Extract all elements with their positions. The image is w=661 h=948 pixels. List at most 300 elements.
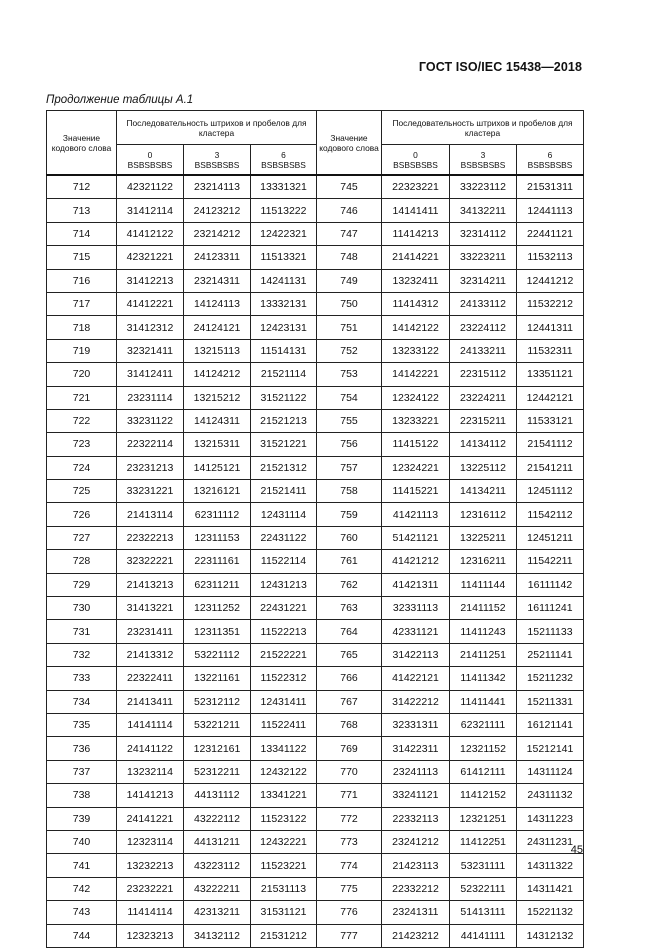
table-row: [47, 386, 584, 409]
cluster-header-left-6: [251, 145, 317, 176]
document-header: ГОСТ ISO/IEC 15438—2018: [418, 60, 582, 74]
codeword-value: 734: [47, 690, 117, 713]
codeword-table: [46, 110, 584, 948]
cluster-6-value: 31531121: [251, 901, 317, 924]
codeword-value: 729: [47, 573, 117, 596]
cluster-6-value: 21541211: [517, 456, 584, 479]
codeword-value: 743: [47, 901, 117, 924]
table-row: [47, 175, 584, 199]
cluster-0-value: 14142122: [382, 316, 450, 339]
cluster-3-value: 21411251: [450, 643, 517, 666]
cluster-0-value: 11414114: [117, 901, 184, 924]
cluster-6-value: 31521122: [251, 386, 317, 409]
cluster-6-value: 12422321: [251, 222, 317, 245]
codeword-value: 744: [47, 924, 117, 947]
cluster-6-value: 21531311: [517, 175, 584, 199]
cluster-number: 6: [281, 149, 286, 160]
cluster-number: 0: [413, 149, 418, 160]
cluster-6-value: 12432122: [251, 760, 317, 783]
cluster-6-value: 21522221: [251, 643, 317, 666]
cluster-3-value: 12321251: [450, 807, 517, 830]
codeword-value: 750: [317, 292, 382, 315]
cluster-3-value: 43223112: [184, 854, 251, 877]
cluster-0-value: 22323221: [382, 175, 450, 199]
cluster-0-value: 13232411: [382, 269, 450, 292]
cluster-0-value: 31412312: [117, 316, 184, 339]
cluster-3-value: 53221112: [184, 643, 251, 666]
cluster-3-value: 24133211: [450, 339, 517, 362]
cluster-3-value: 24133112: [450, 292, 517, 315]
cluster-6-value: 21531113: [251, 877, 317, 900]
table-row: [47, 363, 584, 386]
table-row: [47, 526, 584, 549]
table-row: [47, 316, 584, 339]
cluster-0-value: 23241311: [382, 901, 450, 924]
cluster-6-value: 13341122: [251, 737, 317, 760]
table-row: [47, 807, 584, 830]
codeword-value: 770: [317, 760, 382, 783]
cluster-6-value: 12431114: [251, 503, 317, 526]
cluster-0-value: 14142221: [382, 363, 450, 386]
table-row: [47, 830, 584, 853]
cluster-header-right-0: [382, 145, 450, 176]
cluster-0-value: 14141213: [117, 784, 184, 807]
cluster-0-value: 21423113: [382, 854, 450, 877]
cluster-6-value: 11513321: [251, 246, 317, 269]
table-row: [47, 199, 584, 222]
codeword-value: 768: [317, 713, 382, 736]
cluster-3-value: 51413111: [450, 901, 517, 924]
cluster-0-value: 21423212: [382, 924, 450, 947]
cluster-6-value: 21521114: [251, 363, 317, 386]
cluster-3-value: 23214311: [184, 269, 251, 292]
table-row: [47, 292, 584, 315]
cluster-3-value: 11411342: [450, 667, 517, 690]
codeword-value: 761: [317, 550, 382, 573]
codeword-value: 753: [317, 363, 382, 386]
cluster-0-value: 41412221: [117, 292, 184, 315]
cluster-6-value: 11523221: [251, 854, 317, 877]
cluster-0-value: 13233221: [382, 409, 450, 432]
cluster-6-value: 16121141: [517, 713, 584, 736]
cluster-6-value: 21521411: [251, 480, 317, 503]
codeword-value: 772: [317, 807, 382, 830]
cluster-6-value: 24311231: [517, 830, 584, 853]
cluster-3-value: 14134211: [450, 480, 517, 503]
cluster-number: 3: [214, 149, 220, 160]
table-row: [47, 222, 584, 245]
cluster-6-value: 12431213: [251, 573, 317, 596]
cluster-header-right-3: [450, 145, 517, 176]
cluster-3-value: 43222211: [184, 877, 251, 900]
table-row: [47, 854, 584, 877]
codeword-value: 773: [317, 830, 382, 853]
cluster-0-value: 22322411: [117, 667, 184, 690]
codeword-value: 775: [317, 877, 382, 900]
codeword-value: 713: [47, 199, 117, 222]
cluster-0-value: 11415122: [382, 433, 450, 456]
cluster-0-value: 21413411: [117, 690, 184, 713]
cluster-3-value: 52312112: [184, 690, 251, 713]
cluster-6-value: 12442121: [517, 386, 584, 409]
cluster-0-value: 24141221: [117, 807, 184, 830]
codeword-value: 725: [47, 480, 117, 503]
codeword-value: 763: [317, 597, 382, 620]
codeword-value: 727: [47, 526, 117, 549]
codeword-value: 777: [317, 924, 382, 947]
cluster-0-value: 33241121: [382, 784, 450, 807]
table-row: [47, 409, 584, 432]
codeword-value: 769: [317, 737, 382, 760]
cluster-pattern: BSBSBSBS: [261, 159, 306, 170]
cluster-3-value: 53221211: [184, 713, 251, 736]
cluster-3-value: 32314211: [450, 269, 517, 292]
cluster-6-value: 22431221: [251, 597, 317, 620]
cluster-0-value: 32331311: [382, 713, 450, 736]
table-row: [47, 737, 584, 760]
cluster-3-value: 13225211: [450, 526, 517, 549]
cluster-3-value: 34132211: [450, 199, 517, 222]
cluster-3-value: 13215113: [184, 339, 251, 362]
cluster-0-value: 23231114: [117, 386, 184, 409]
cluster-3-value: 52312211: [184, 760, 251, 783]
cluster-3-value: 22315112: [450, 363, 517, 386]
header-sequence-left: Последовательность штрихов и пробелов для кластера: [117, 111, 317, 145]
cluster-3-value: 14124311: [184, 409, 251, 432]
cluster-0-value: 32321411: [117, 339, 184, 362]
codeword-value: 746: [317, 199, 382, 222]
cluster-3-value: 13216121: [184, 480, 251, 503]
cluster-6-value: 14241131: [251, 269, 317, 292]
codeword-value: 736: [47, 737, 117, 760]
cluster-0-value: 31422311: [382, 737, 450, 760]
cluster-6-value: 11542112: [517, 503, 584, 526]
cluster-3-value: 61412111: [450, 760, 517, 783]
cluster-6-value: 15211331: [517, 690, 584, 713]
cluster-6-value: 21531212: [251, 924, 317, 947]
codeword-value: 764: [317, 620, 382, 643]
table-row: [47, 339, 584, 362]
header-sequence-right: Последовательность штрихов и пробелов для кластера: [382, 111, 584, 145]
cluster-3-value: 24123212: [184, 199, 251, 222]
cluster-6-value: 11514131: [251, 339, 317, 362]
codeword-value: 733: [47, 667, 117, 690]
table-row: [47, 456, 584, 479]
cluster-6-value: 11542211: [517, 550, 584, 573]
table-row: [47, 597, 584, 620]
cluster-0-value: 14141114: [117, 713, 184, 736]
codeword-value: 754: [317, 386, 382, 409]
cluster-3-value: 22315211: [450, 409, 517, 432]
table-row: [47, 269, 584, 292]
table-row: [47, 784, 584, 807]
cluster-6-value: 13341221: [251, 784, 317, 807]
cluster-6-value: 11532212: [517, 292, 584, 315]
cluster-0-value: 21413213: [117, 573, 184, 596]
cluster-0-value: 12324221: [382, 456, 450, 479]
cluster-6-value: 14311223: [517, 807, 584, 830]
cluster-0-value: 32331113: [382, 597, 450, 620]
codeword-value: 760: [317, 526, 382, 549]
page-number: 45: [570, 844, 583, 856]
codeword-value: 726: [47, 503, 117, 526]
codeword-value: 719: [47, 339, 117, 362]
cluster-0-value: 42331121: [382, 620, 450, 643]
cluster-3-value: 33223112: [450, 175, 517, 199]
cluster-6-value: 11532113: [517, 246, 584, 269]
cluster-0-value: 21414221: [382, 246, 450, 269]
codeword-value: 738: [47, 784, 117, 807]
cluster-number: 3: [480, 149, 486, 160]
cluster-3-value: 24124121: [184, 316, 251, 339]
codeword-value: 774: [317, 854, 382, 877]
cluster-3-value: 53231111: [450, 854, 517, 877]
cluster-6-value: 15211232: [517, 667, 584, 690]
cluster-3-value: 12321152: [450, 737, 517, 760]
codeword-value: 767: [317, 690, 382, 713]
cluster-6-value: 21521312: [251, 456, 317, 479]
codeword-value: 728: [47, 550, 117, 573]
codeword-value: 721: [47, 386, 117, 409]
cluster-6-value: 13351121: [517, 363, 584, 386]
cluster-6-value: 11522114: [251, 550, 317, 573]
cluster-0-value: 13232213: [117, 854, 184, 877]
table-row: [47, 433, 584, 456]
cluster-number: 0: [147, 149, 153, 160]
cluster-3-value: 22311161: [184, 550, 251, 573]
cluster-3-value: 23224112: [450, 316, 517, 339]
table-row: [47, 620, 584, 643]
cluster-0-value: 12323213: [117, 924, 184, 947]
cluster-0-value: 23241212: [382, 830, 450, 853]
cluster-0-value: 22322213: [117, 526, 184, 549]
codeword-value: 715: [47, 246, 117, 269]
cluster-6-value: 25211141: [517, 643, 584, 666]
table-row: [47, 690, 584, 713]
cluster-3-value: 12311351: [184, 620, 251, 643]
cluster-6-value: 11522411: [251, 713, 317, 736]
cluster-3-value: 62321111: [450, 713, 517, 736]
table-row: [47, 480, 584, 503]
cluster-3-value: 12316211: [450, 550, 517, 573]
cluster-3-value: 44131211: [184, 830, 251, 853]
cluster-0-value: 11415221: [382, 480, 450, 503]
table-row: [47, 901, 584, 924]
cluster-3-value: 14124212: [184, 363, 251, 386]
codeword-value: 771: [317, 784, 382, 807]
cluster-3-value: 14125121: [184, 456, 251, 479]
table-row: [47, 246, 584, 269]
cluster-0-value: 41412122: [117, 222, 184, 245]
cluster-3-value: 11411441: [450, 690, 517, 713]
cluster-0-value: 31412411: [117, 363, 184, 386]
cluster-0-value: 23232221: [117, 877, 184, 900]
cluster-pattern: BSBSBSBS: [194, 159, 240, 170]
cluster-0-value: 41422121: [382, 667, 450, 690]
cluster-0-value: 31412213: [117, 269, 184, 292]
codeword-value: 717: [47, 292, 117, 315]
cluster-0-value: 51421121: [382, 526, 450, 549]
cluster-3-value: 24123311: [184, 246, 251, 269]
cluster-0-value: 14141411: [382, 199, 450, 222]
cluster-3-value: 34132112: [184, 924, 251, 947]
codeword-value: 762: [317, 573, 382, 596]
codeword-value: 722: [47, 409, 117, 432]
cluster-0-value: 22322114: [117, 433, 184, 456]
codeword-value: 741: [47, 854, 117, 877]
table-row: [47, 573, 584, 596]
cluster-header-right-6: [517, 145, 584, 176]
codeword-value: 757: [317, 456, 382, 479]
codeword-value: 751: [317, 316, 382, 339]
codeword-value: 742: [47, 877, 117, 900]
codeword-value: 755: [317, 409, 382, 432]
cluster-3-value: 44131112: [184, 784, 251, 807]
codeword-value: 752: [317, 339, 382, 362]
cluster-0-value: 21413312: [117, 643, 184, 666]
cluster-3-value: 21411152: [450, 597, 517, 620]
cluster-3-value: 44141111: [450, 924, 517, 947]
cluster-0-value: 23241113: [382, 760, 450, 783]
cluster-3-value: 12311252: [184, 597, 251, 620]
codeword-value: 724: [47, 456, 117, 479]
codeword-value: 748: [317, 246, 382, 269]
cluster-6-value: 11533121: [517, 409, 584, 432]
codeword-value: 737: [47, 760, 117, 783]
cluster-6-value: 11522312: [251, 667, 317, 690]
table-row: [47, 550, 584, 573]
cluster-6-value: 14312132: [517, 924, 584, 947]
cluster-3-value: 62311211: [184, 573, 251, 596]
cluster-3-value: 11412251: [450, 830, 517, 853]
cluster-6-value: 16111142: [517, 573, 584, 596]
cluster-pattern: BSBSBSBS: [393, 159, 438, 170]
cluster-0-value: 22332113: [382, 807, 450, 830]
codeword-value: 735: [47, 713, 117, 736]
cluster-number: 6: [547, 149, 553, 160]
codeword-value: 740: [47, 830, 117, 853]
cluster-0-value: 24141122: [117, 737, 184, 760]
table-row: [47, 643, 584, 666]
cluster-6-value: 22441121: [517, 222, 584, 245]
cluster-6-value: 12431411: [251, 690, 317, 713]
table-caption: Продолжение таблицы А.1: [46, 94, 194, 106]
cluster-6-value: 21521213: [251, 409, 317, 432]
cluster-3-value: 14124113: [184, 292, 251, 315]
cluster-6-value: 14311322: [517, 854, 584, 877]
cluster-6-value: 22431122: [251, 526, 317, 549]
codeword-value: 749: [317, 269, 382, 292]
codeword-value: 765: [317, 643, 382, 666]
codeword-value: 745: [317, 175, 382, 199]
cluster-6-value: 21541112: [517, 433, 584, 456]
cluster-6-value: 31521221: [251, 433, 317, 456]
cluster-6-value: 15212141: [517, 737, 584, 760]
codeword-value: 716: [47, 269, 117, 292]
cluster-0-value: 32322221: [117, 550, 184, 573]
cluster-6-value: 16111241: [517, 597, 584, 620]
cluster-6-value: 13331321: [251, 175, 317, 199]
cluster-6-value: 12441212: [517, 269, 584, 292]
cluster-0-value: 21413114: [117, 503, 184, 526]
cluster-0-value: 11414213: [382, 222, 450, 245]
codeword-value: 720: [47, 363, 117, 386]
codeword-value: 718: [47, 316, 117, 339]
cluster-6-value: 11513222: [251, 199, 317, 222]
cluster-3-value: 13225112: [450, 456, 517, 479]
cluster-pattern: BSBSBSBS: [127, 159, 173, 170]
cluster-0-value: 33231122: [117, 409, 184, 432]
cluster-0-value: 31412114: [117, 199, 184, 222]
cluster-pattern: BSBSBSBS: [527, 159, 573, 170]
cluster-6-value: 12441311: [517, 316, 584, 339]
cluster-0-value: 41421113: [382, 503, 450, 526]
cluster-3-value: 32314112: [450, 222, 517, 245]
cluster-3-value: 52322111: [450, 877, 517, 900]
codeword-value: 723: [47, 433, 117, 456]
cluster-3-value: 23214113: [184, 175, 251, 199]
codeword-value: 730: [47, 597, 117, 620]
cluster-3-value: 42313211: [184, 901, 251, 924]
table-row: [47, 667, 584, 690]
cluster-3-value: 11411144: [450, 573, 517, 596]
cluster-0-value: 13233122: [382, 339, 450, 362]
codeword-value: 732: [47, 643, 117, 666]
cluster-0-value: 41421212: [382, 550, 450, 573]
cluster-0-value: 42321122: [117, 175, 184, 199]
table-row: [47, 924, 584, 947]
cluster-3-value: 13215311: [184, 433, 251, 456]
cluster-3-value: 13221161: [184, 667, 251, 690]
codeword-value: 766: [317, 667, 382, 690]
cluster-6-value: 12451211: [517, 526, 584, 549]
cluster-6-value: 12423131: [251, 316, 317, 339]
cluster-3-value: 11412152: [450, 784, 517, 807]
table-row: [47, 503, 584, 526]
cluster-6-value: 11532311: [517, 339, 584, 362]
cluster-0-value: 11414312: [382, 292, 450, 315]
cluster-0-value: 22332212: [382, 877, 450, 900]
cluster-6-value: 12441113: [517, 199, 584, 222]
cluster-3-value: 12312161: [184, 737, 251, 760]
cluster-3-value: 23214212: [184, 222, 251, 245]
cluster-0-value: 31422212: [382, 690, 450, 713]
cluster-3-value: 43222112: [184, 807, 251, 830]
cluster-header-left-0: [117, 145, 184, 176]
cluster-6-value: 12432221: [251, 830, 317, 853]
codeword-value: 756: [317, 433, 382, 456]
cluster-3-value: 12316112: [450, 503, 517, 526]
cluster-0-value: 13232114: [117, 760, 184, 783]
table-row: [47, 713, 584, 736]
cluster-6-value: 11522213: [251, 620, 317, 643]
cluster-0-value: 23231411: [117, 620, 184, 643]
codeword-value: 758: [317, 480, 382, 503]
codeword-value: 759: [317, 503, 382, 526]
cluster-3-value: 23224211: [450, 386, 517, 409]
cluster-0-value: 41421311: [382, 573, 450, 596]
cluster-6-value: 11523122: [251, 807, 317, 830]
cluster-3-value: 11411243: [450, 620, 517, 643]
header-codeword-left: Значение кодового слова: [47, 111, 117, 176]
cluster-3-value: 62311112: [184, 503, 251, 526]
table-row: [47, 760, 584, 783]
cluster-0-value: 12323114: [117, 830, 184, 853]
cluster-6-value: 15221132: [517, 901, 584, 924]
cluster-0-value: 31422113: [382, 643, 450, 666]
cluster-0-value: 12324122: [382, 386, 450, 409]
cluster-6-value: 24311132: [517, 784, 584, 807]
